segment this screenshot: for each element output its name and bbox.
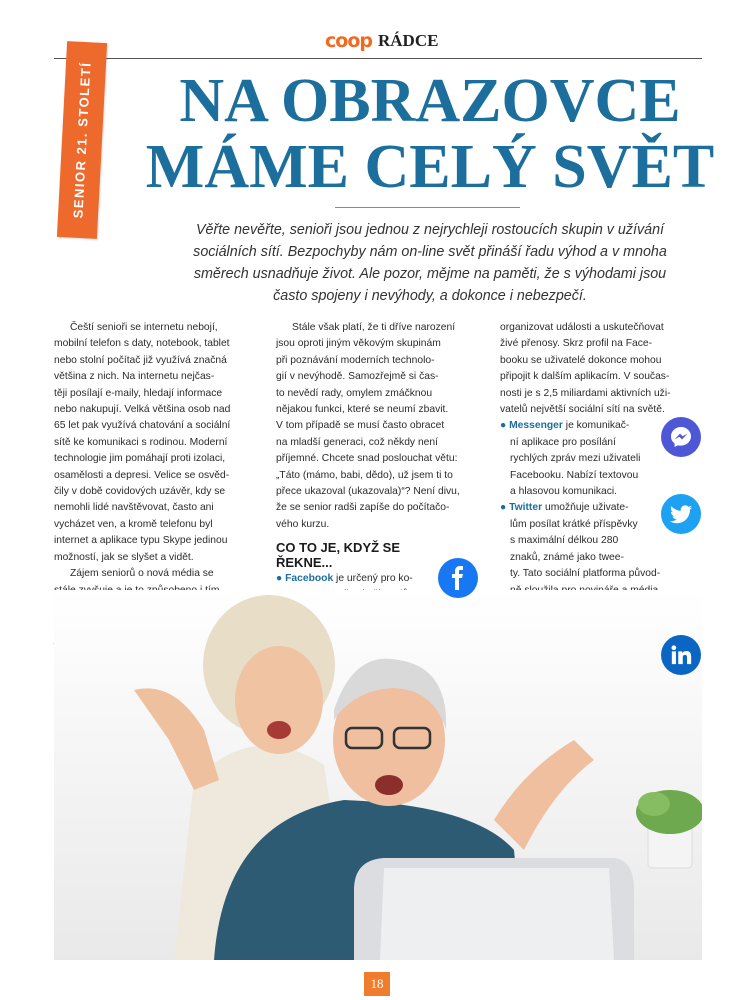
text-line: živé přenosy. Skrz profil na Face- xyxy=(500,338,653,350)
text-line: většina z nich. Na internetu nejčas- xyxy=(54,371,215,383)
lead-line: často spojeny i nevýhody, a dokonce i nebezpečí. xyxy=(273,288,587,304)
twitter-name: Twitter xyxy=(509,502,543,514)
text-line: vatelů největší sociální sítí na světě. xyxy=(500,404,665,416)
text-line: organizovat události a uskutečňovat xyxy=(500,322,664,333)
text-line: „Táto (mámo, babi, dědo), už jsem ti to xyxy=(276,469,453,481)
coop-logo: coop xyxy=(325,30,372,52)
text-line: na mladší generaci, což někdy není xyxy=(276,436,438,448)
header-divider xyxy=(54,58,702,59)
messenger-name: Messenger xyxy=(509,420,563,432)
text-line: rychlých zpráv mezi uživateli xyxy=(510,453,641,465)
text-line: nebo nakupují. Velká většina osob nad xyxy=(54,404,231,416)
messenger-icon xyxy=(661,417,701,457)
text-line: ty. Tato sociální platforma původ- xyxy=(510,568,661,580)
text-line: příjemné. Chcete snad poslouchat větu: xyxy=(276,453,458,465)
text-line: Zájem seniorů o nová média se xyxy=(70,568,214,580)
text-line: vého kurzu. xyxy=(276,518,330,530)
text-line: Čeští senioři se internetu nebojí, xyxy=(70,322,218,333)
lead-line: sociálních sítí. Bezpochyby nám on-line svět přináší řadu výhod a v mnoha xyxy=(193,244,667,260)
linkedin-icon xyxy=(661,635,701,675)
article-title xyxy=(140,68,720,200)
text-line: vycházet ven, a kromě telefonu byl xyxy=(54,518,213,530)
text-line: nosti je s 2,5 miliardami aktivních uži- xyxy=(500,387,671,399)
lead-line: Věřte nevěřte, senioři jsou jednou z nejrychleji rostoucích skupin v užívání xyxy=(195,222,665,238)
text-line: s maximální délkou 280 xyxy=(510,535,619,547)
section-heading: CO TO JE, KDYŽ SE ŘEKNE... xyxy=(276,540,401,570)
bullet-icon: ● xyxy=(276,573,283,584)
text-line: Facebooku. Nabízí textovou xyxy=(510,469,639,481)
facebook-name: Facebook xyxy=(285,573,334,584)
text-fragment: umožňuje uživate- xyxy=(542,502,629,514)
text-line: jsou oproti jiným věkovým skupinám xyxy=(276,338,441,350)
text-line: 65 let pak využívá chatování a sociální xyxy=(54,420,231,432)
bullet-icon: ● xyxy=(500,420,507,432)
text-line: nějakou funkci, které se neumí zbavit. xyxy=(276,404,449,416)
text-line: booku se uživatelé dokonce mohou xyxy=(500,354,662,366)
text-line: lům posílat krátké příspěvky xyxy=(510,518,638,530)
text-line: při poznávání moderních technolo- xyxy=(276,354,435,366)
text-line: a hlasovou komunikaci. xyxy=(510,486,618,498)
article-lead xyxy=(140,219,720,307)
text-line: těji posílají e-maily, hledají informace xyxy=(54,387,223,399)
text-line: mobilní telefon s daty, notebook, tablet xyxy=(54,338,230,350)
text-line: V tom případě se musí často obracet xyxy=(276,420,445,432)
text-line: to nevědí rady, omylem zmáčknou xyxy=(276,387,433,399)
title-divider xyxy=(335,207,520,208)
header-brand xyxy=(325,28,438,54)
text-line: technologie jim pomáhají proti izolaci, xyxy=(54,453,226,465)
title-line-2: MÁME CELÝ SVĚT xyxy=(145,133,715,201)
text-fragment: je komunikač- xyxy=(562,420,630,432)
text-line: znaků, známé jako twee- xyxy=(510,551,624,563)
text-line: sítě ke komunikaci s rodinou. Moderní xyxy=(54,436,228,448)
text-line: čily v době covidových uzávěr, kdy se xyxy=(54,486,226,498)
text-line: Stále však platí, že ti dříve narození xyxy=(292,322,456,333)
lead-line: směrech usnadňuje život. Ale pozor, mějme na paměti, že s výhodami jsou xyxy=(193,266,667,282)
text-line: nemohli lidé navštěvovat, často ani xyxy=(54,502,214,514)
column-2 xyxy=(276,320,476,533)
text-line: že se senior radši zapíše do počítačo- xyxy=(276,502,450,514)
text-line: nebo stolní počítač již využívá značná xyxy=(54,354,227,366)
seniors-photo xyxy=(54,590,702,960)
section-name: RÁDCE xyxy=(377,31,439,50)
text-line: možností, jak se slyšet a vidět. xyxy=(54,551,194,563)
bullet-icon: ● xyxy=(500,502,507,514)
facebook-icon xyxy=(438,558,478,598)
text-line: gií v nevýhodě. Samozřejmě si čas- xyxy=(276,371,439,383)
text-line: ní aplikace pro posílání xyxy=(510,436,616,448)
twitter-icon xyxy=(661,494,701,534)
text-line: internet a aplikace typu Skype jedinou xyxy=(54,535,228,547)
text-line: připojit k dalším aplikacím. V součas- xyxy=(500,371,670,383)
text-line: osamělosti a depresi. Velice se osvěd- xyxy=(54,469,230,481)
text-fragment: je určený pro ko- xyxy=(333,573,413,584)
text-line: přece ukazoval (ukazovala)“? Není divu, xyxy=(276,486,460,498)
ribbon-label: SENIOR 21. STOLETÍ xyxy=(70,61,94,219)
title-line-1: NA OBRAZOVCE xyxy=(179,67,681,135)
page-number: 18 xyxy=(364,972,390,996)
section-ribbon xyxy=(57,41,107,239)
